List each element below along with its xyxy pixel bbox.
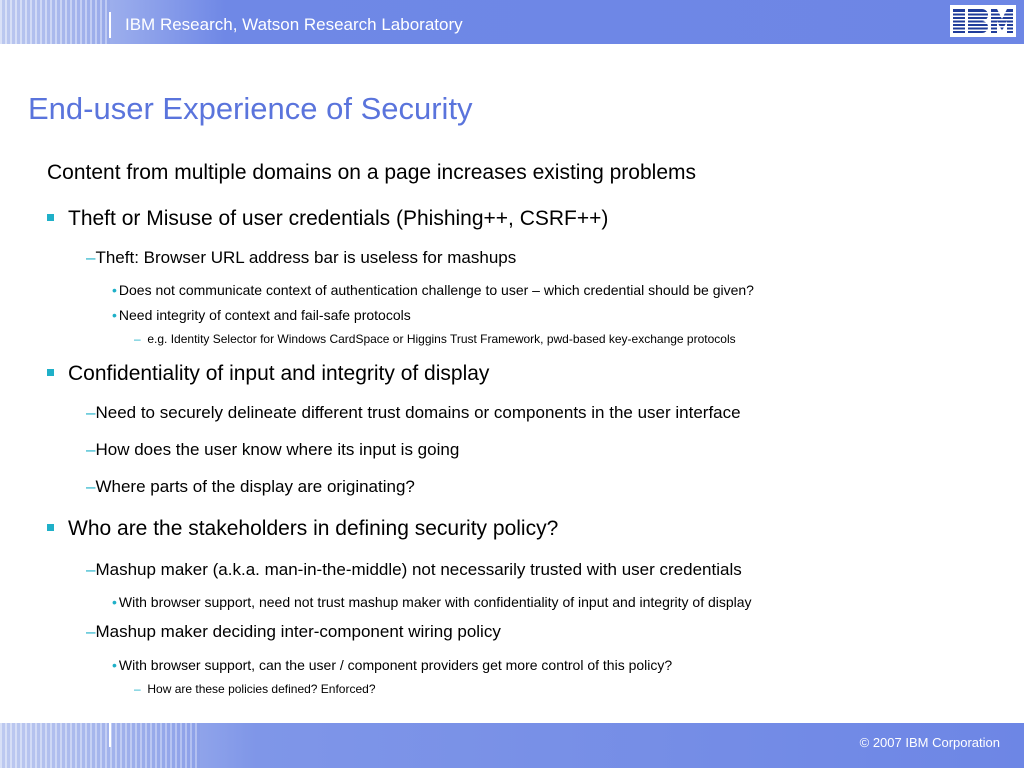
dash-bullet-icon: – — [134, 682, 141, 696]
list-item: –Need to securely delineate different trust domains or components in the user interface — [86, 403, 741, 422]
square-bullet-icon — [47, 214, 54, 221]
footer-pattern — [0, 723, 200, 768]
section-heading: Who are the stakeholders in defining security policy? — [47, 516, 558, 542]
list-item: • With browser support, can the user / component providers get more control of this policy? — [112, 657, 673, 673]
slide-title: End-user Experience of Security — [28, 91, 473, 126]
intro-text: Content from multiple domains on a page increases existing problems — [47, 161, 697, 184]
list-item: –Mashup maker (a.k.a. man-in-the-middle) not necessarily trusted with user credentials — [86, 560, 742, 579]
section-heading: Confidentiality of input and integrity of display — [47, 361, 489, 387]
dash-bullet-icon: – — [86, 248, 96, 267]
list-item: • With browser support, need not trust mashup maker with confidentiality of input and integrity of display — [112, 594, 752, 610]
square-bullet-icon — [47, 524, 54, 531]
dot-bullet-icon: • — [112, 594, 117, 610]
dash-bullet-icon: – — [86, 440, 96, 459]
list-item: –Mashup maker deciding inter-component wiring policy — [86, 622, 501, 641]
footer-bar — [0, 723, 1024, 768]
footer-divider — [109, 723, 111, 747]
section-heading: Theft or Misuse of user credentials (Phishing++, CSRF++) — [47, 206, 608, 232]
dot-bullet-icon: • — [112, 307, 117, 323]
list-item: • Does not communicate context of authentication challenge to user – which credential should be given? — [112, 282, 754, 298]
list-item: • Need integrity of context and fail-safe protocols — [112, 307, 411, 323]
list-item: –Where parts of the display are originating? — [86, 477, 415, 496]
dash-bullet-icon: – — [86, 403, 96, 422]
list-item: –How does the user know where its input is going — [86, 440, 460, 459]
list-item: – e.g. Identity Selector for Windows CardSpace or Higgins Trust Framework, pwd-based key-exchange protocols — [134, 332, 736, 346]
dot-bullet-icon: • — [112, 657, 117, 673]
dash-bullet-icon: – — [86, 477, 96, 496]
square-bullet-icon — [47, 369, 54, 376]
dot-bullet-icon: • — [112, 282, 117, 298]
dash-bullet-icon: – — [86, 622, 96, 641]
list-item: –Theft: Browser URL address bar is useless for mashups — [86, 248, 517, 267]
dash-bullet-icon: – — [134, 332, 141, 346]
header-title: IBM Research, Watson Research Laboratory — [125, 15, 463, 34]
list-item: – How are these policies defined? Enforced? — [134, 682, 376, 696]
footer-copyright: © 2007 IBM Corporation — [859, 735, 1000, 750]
dash-bullet-icon: – — [86, 560, 96, 579]
